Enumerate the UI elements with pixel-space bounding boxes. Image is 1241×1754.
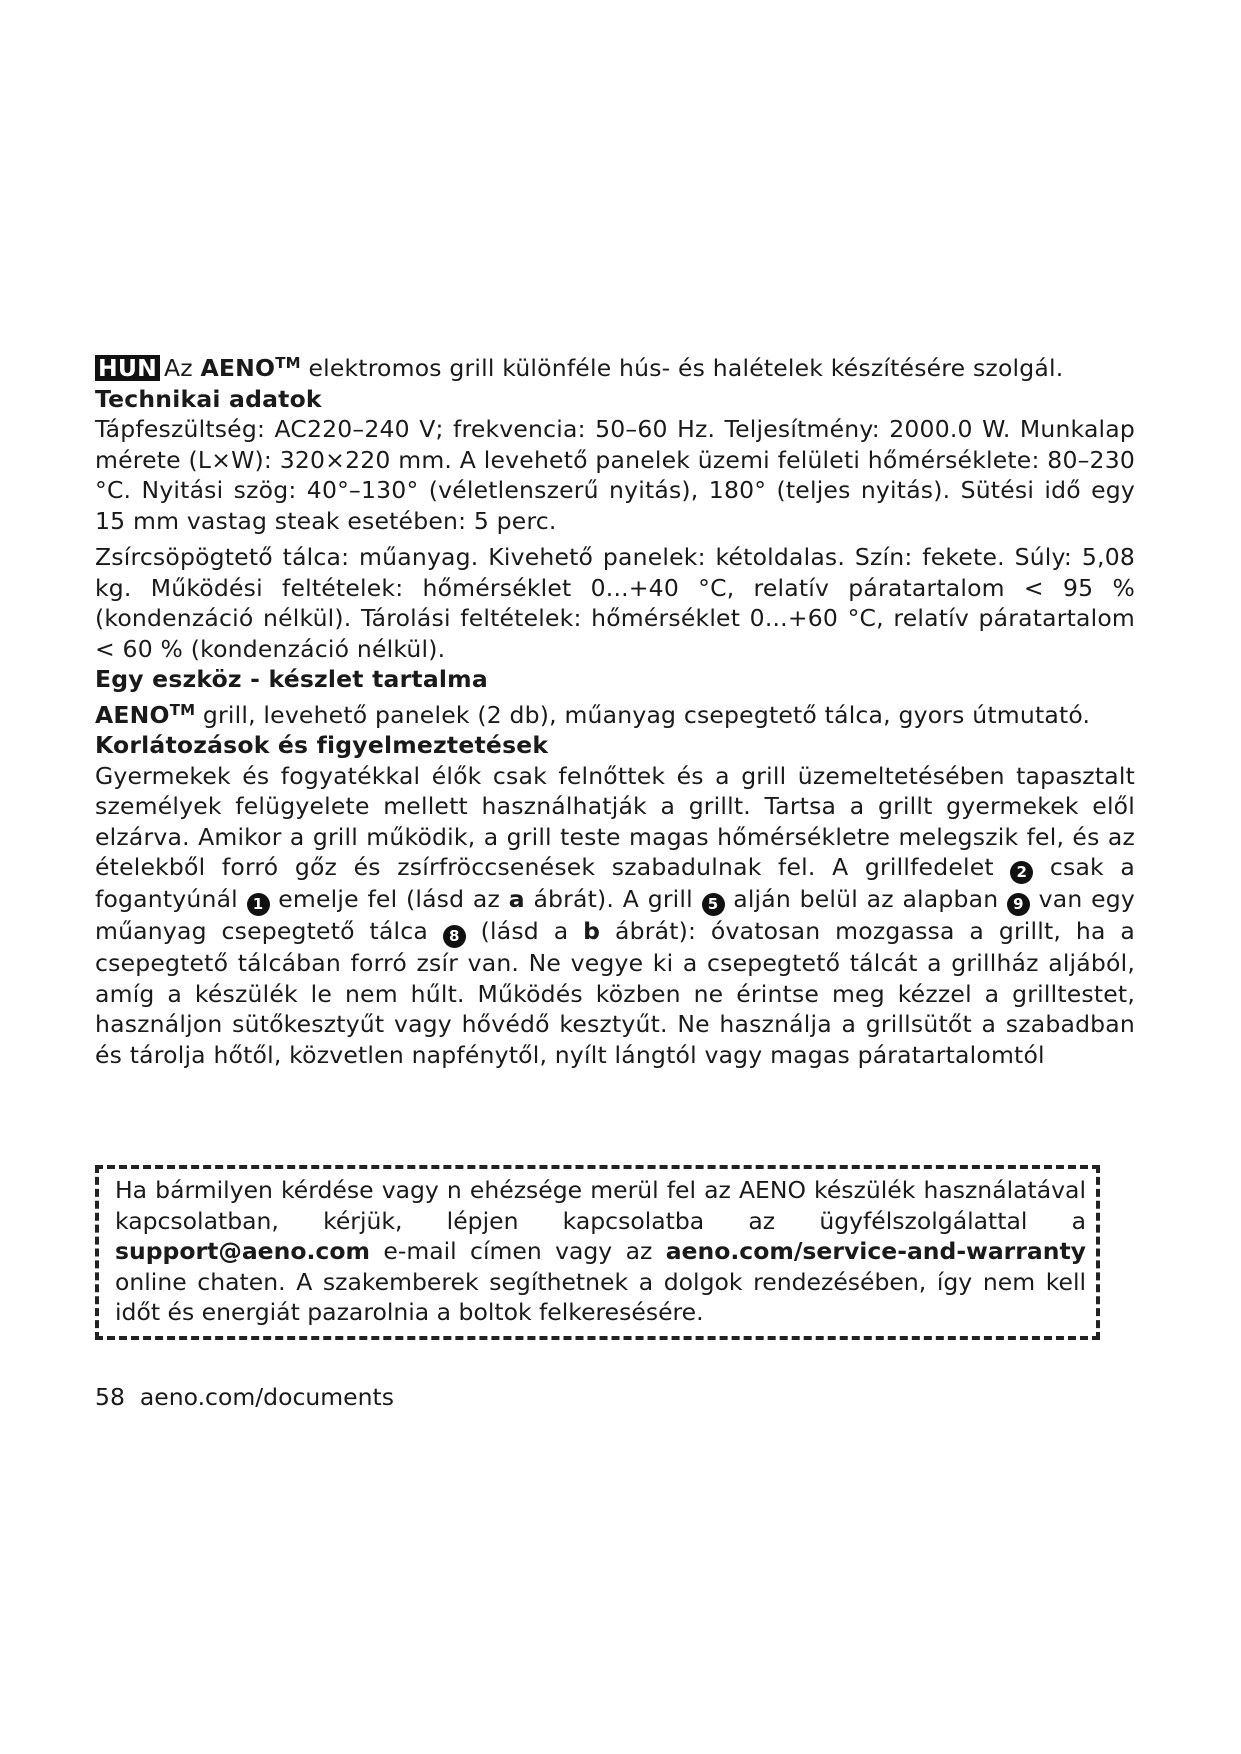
documents-url[interactable]: aeno.com/documents xyxy=(139,1383,394,1411)
warnings-text-1: Gyermekek és fogyatékkal élők csak felnőttek és a grill üzemeltetésében tapasztalt személyek felügyelete mellett használhatják a grillt. Tartsa a grillt gyermekek elől elzárva. Amikor a grill működik, a grill teste magas hőmérsékletre melegszik fel, és az ételekből forró gőz és zsírfröccsenések szabadulnak fel. A grillfedelet xyxy=(95,761,1135,881)
callout-1-icon: 1 xyxy=(247,893,270,916)
warnings-text-2: csak a fogantyúnál xyxy=(95,853,1136,913)
kit-trademark: TM xyxy=(169,700,196,719)
kit-paragraph xyxy=(95,695,1135,731)
notice-text-1: Ha bármilyen kérdése vagy n ehézsége merül fel az AENO készülék használatával kapcsolatban, kérjük, lépjen kapcsolatba az ügyfélszolgálattal a xyxy=(115,1176,1086,1235)
figure-ref-a: a xyxy=(508,885,525,913)
callout-8-icon: 8 xyxy=(443,925,466,948)
service-warranty-link[interactable]: aeno.com/service-and-warranty xyxy=(665,1237,1086,1265)
warnings-text-7: (lásd a xyxy=(480,917,569,945)
kit-text: grill, levehető panelek (2 db), műanyag csepegtető tálca, gyors útmutató. xyxy=(202,700,1091,729)
support-notice-box xyxy=(95,1165,1100,1340)
intro-text: elektromos grill különféle hús- és halételek készítésére szolgál. xyxy=(308,354,1064,382)
tech-heading: Technikai adatok xyxy=(95,384,322,413)
callout-9-icon: 9 xyxy=(1007,893,1030,916)
support-email-link[interactable]: support@aeno.com xyxy=(115,1237,370,1265)
notice-text-3: online chaten. A szakemberek segíthetnek a dolgok rendezésében, így nem kell időt és energiát pazarolnia a boltok felkeresésére. xyxy=(115,1267,1086,1326)
warnings-text-8: ábrát): óvatosan mozgassa a grillt, ha a csepegtető tálcában forró zsír van. Ne vegye ki a csepegtető tálcát a grillház aljából, amíg a készülék le nem hűlt. Működés közben ne érintse meg kézzel a grilltestet, használjon sütőkesztyűt vagy hővédő kesztyűt. Ne használja a grillsütőt a szabadban és tárolja hőtől, közvetlen napfénytől, nyílt lángtól vagy magas páratartalomtól xyxy=(95,917,1136,1069)
warnings-text-4: ábrát). A grill xyxy=(533,885,693,913)
page-footer xyxy=(95,1382,394,1412)
language-badge: HUN xyxy=(95,355,160,381)
warnings-text-3: emelje fel (lásd az xyxy=(278,885,501,913)
callout-2-icon: 2 xyxy=(1010,861,1033,884)
notice-text-2: e-mail címen vagy az xyxy=(383,1237,653,1265)
warnings-paragraph xyxy=(95,761,1135,1071)
tech-paragraph-1: Tápfeszültség: AC220–240 V; frekvencia: 50–60 Hz. Teljesítmény: 2000.0 W. Munkalap mérete (L×W): 320×220 mm. A levehető panelek üzemi felületi hőmérséklete: 80–230 °C. Nyitási szög: 40°–130° (véletlenszerű nyitás), 180° (teljes nyitás). Sütési idő egy 15 mm vastag steak esetében: 5 perc. xyxy=(95,415,1135,535)
kit-heading: Egy eszköz - készlet tartalma xyxy=(95,665,488,693)
kit-brand: AENO xyxy=(95,700,170,729)
tech-paragraph-2: Zsírcsöpögtető tálca: műanyag. Kivehető panelek: kétoldalas. Szín: fekete. Súly: 5,08 kg. Működési feltételek: hőmérséklet 0...+40 °C, relatív páratartalom < 95 % (kondenzáció nélkül). Tárolási feltételek: hőmérséklet 0...+60 °C, relatív páratartalom < 60 % (kondenzáció nélkül). xyxy=(95,543,1135,663)
figure-ref-b: b xyxy=(583,917,601,945)
warnings-text-6: van egy műanyag csepegtető tálca xyxy=(95,885,1136,945)
document-body xyxy=(95,348,1135,1070)
intro-prefix: Az xyxy=(164,354,193,382)
intro-paragraph xyxy=(95,348,1135,384)
page-number: 58 xyxy=(95,1383,125,1411)
brand-name: AENO xyxy=(200,354,276,382)
warnings-text-5: alján belül az alapban xyxy=(733,885,999,913)
callout-5-icon: 5 xyxy=(702,893,725,916)
trademark: TM xyxy=(275,354,301,372)
warnings-heading: Korlátozások és figyelmeztetések xyxy=(95,731,549,759)
